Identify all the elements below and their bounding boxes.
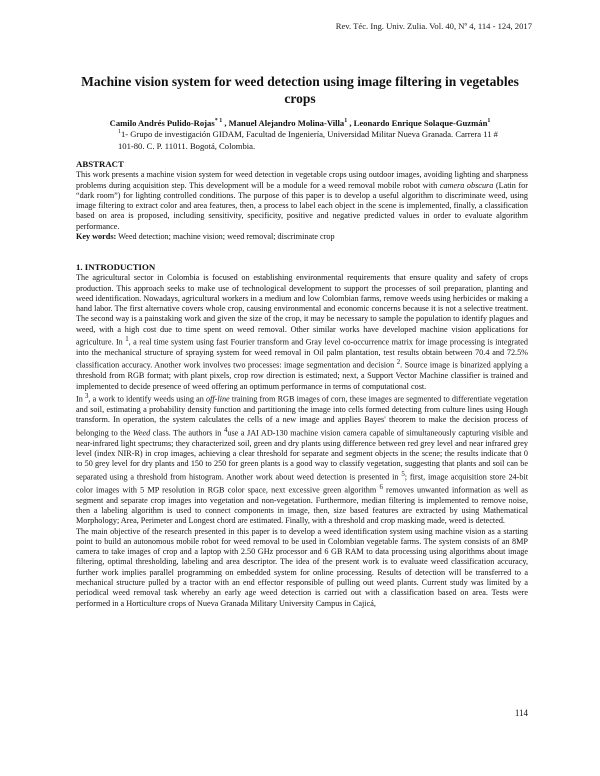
citation-marker: 4 bbox=[223, 426, 228, 434]
author-affiliation-marker: 1 bbox=[487, 118, 491, 125]
paragraph-text: ; first, image acquisition store 24-bit color images with 5 MP resolution in RGB color space, next excessive green algorithm bbox=[76, 472, 529, 495]
abstract-section bbox=[76, 159, 528, 242]
affiliation bbox=[118, 129, 498, 152]
citation-marker: 5 bbox=[401, 470, 405, 478]
paragraph-text: The agricultural sector in Colombia is focused on establishing environmental requirements that ensure quality and safety of crops production. This approach seeks to make use of technological development to support the processes of soil preparation, planting and weed identification. Nowadays, agricultural workers in a medium and low Colombian farms, remove weeds using herbicides or making a hand labor. The first alternative covers whole crop, causing environmental and economic concerns because it is not a selective treatment. The second way is a painstaking work and given the size of the crop, it may be necessary to sample the population to identify plagues and weed, with a high cost due to time spent on weed removal. Other similar works have developed machine vision applications for agriculture. In bbox=[76, 273, 528, 347]
paragraph-text: , a real time system using fast Fourier transform and Gray level co-occurrence matrix for image processing is integrated into the mechanical structure of spraying system for weed removal in Oil palm plantation, test results obtain between 70.4 and 72.5% classification accuracy. Another work involves two processes: image segmentation and decision bbox=[76, 337, 528, 371]
paragraph-text: removes unwanted information as well as segment and separate crop images into vegetation and non-vegetation. Furthermore, median filtering is implemented to remove noise, then a labeling algorithm is used to connect components in image, then, size based features are extracted by using Mathematical Morphology; Area, Perimeter and Longest chord are estimated. Finally, with a threshold and crop masking made, weed is detected. bbox=[76, 485, 528, 526]
author-name: Camilo Andrés Pulido-Rojas bbox=[109, 118, 215, 128]
abstract-text-part: This work presents a machine vision system for weed detection in vegetable crops using outdoor images, avoiding lighting and sharpness problems during acquisition step. This development will be a module for a weed removal mobile robot with bbox=[76, 170, 528, 190]
author-separator: , bbox=[347, 118, 354, 128]
emphasis-text: off-line bbox=[206, 394, 230, 404]
emphasis-text: Weed bbox=[132, 428, 151, 438]
citation-marker: 2 bbox=[396, 359, 401, 367]
introduction-section bbox=[76, 262, 528, 609]
paragraph-text: training from RGB images of corn, these images are segmented to differentiate vegetation and soil, estimating a probability density function and partitioning the image into cells formed detecting from culture lines using Hough transform. In operation, the system calculates the cells of a new image and applies Bayes' theorem to make the decision process of belonging to the bbox=[76, 394, 529, 438]
affiliation-text: 1- Grupo de investigación GIDAM, Facultad de Ingeniería, Universidad Militar Nueva Granada. Carrera 11 # 101-80. C. P. 11011. Bogotá, Colombia. bbox=[118, 129, 498, 151]
citation-marker: 1 bbox=[125, 336, 129, 344]
paragraph-text: class. The authors in bbox=[150, 428, 224, 438]
journal-reference: Rev. Téc. Ing. Univ. Zulia. Vol. 40, Nº 4, 114 - 124, 2017 bbox=[335, 21, 532, 31]
author-name: Leonardo Enrique Solaque-Guzmán bbox=[353, 118, 488, 128]
paragraph-text: . Source image is binarized applying a threshold from RGB format; with plant pixels, crop row direction is estimated; next, a Support Vector Machine classifier is trained and implemented to decide presence of weed offering an optimum performance in terms of computational cost. bbox=[76, 361, 528, 391]
intro-paragraph-1 bbox=[76, 273, 528, 392]
intro-paragraph-3: The main objective of the research presented in this paper is to develop a weed identification system using machine vision as a starting point to build an autonomous mobile robot for weed removal to be used in Colombian vegetable farms. The system consists of an 8MP camera to take images of crop and a laptop with 2.50 GHz processor and 6 GB RAM to data processing using algorithms about image filtering, optimal thresholding, labeling and area descriptor. The idea of the present work is to evaluate weed classification accuracy, further work implies parallel programming on embedded system for online processing. Results of detection will be transferred to a mechanical structure pulled by a tractor with an end effector responsible of pulling out weed plants. Current study was limited by a periodical weed removal task whereby an early age weed detection is carried out with a classification based on area. Tests were performed in a Horticulture crops of Nueva Granada Military University Campus in Cajicá, bbox=[76, 526, 528, 608]
author-separator: , bbox=[222, 118, 229, 128]
paragraph-text: , a work to identify weeds using an bbox=[88, 394, 207, 404]
citation-marker: 6 bbox=[379, 483, 383, 491]
intro-paragraph-2 bbox=[76, 392, 528, 527]
affiliation-marker: 1 bbox=[118, 129, 121, 136]
abstract-heading: ABSTRACT bbox=[76, 159, 124, 169]
author-affiliation-marker: * 1 bbox=[214, 118, 223, 125]
paper-title: Machine vision system for weed detection using image filtering in vegetables crops bbox=[81, 74, 519, 106]
author-name: Manuel Alejandro Molina-Villa bbox=[228, 118, 345, 128]
paragraph-text: In bbox=[76, 394, 85, 404]
abstract-emphasis: camera obscura bbox=[439, 180, 494, 190]
introduction-heading: 1. INTRODUCTION bbox=[76, 262, 156, 272]
author-list bbox=[72, 118, 528, 129]
paragraph-text: use a JAI AD-130 machine vision camera capable of simultaneously capturing visible and near-infrared light spectrums; they characterized soil, green and dry plants using difference between red grey level and near infrared grey level (index NIR-R) in crop images, achieving a clear threshold for separate and segment objects in the scene; the results indicate that 0 to 50 grey level for dry plants and 150 to 250 for green plants is a good way to classify vegetation, suggesting that plants and soil can be separated using a threshold from histogram. Another work about weed detection is presented in bbox=[76, 428, 529, 482]
keywords-text: Weed detection; machine vision; weed removal; discriminate crop bbox=[116, 232, 335, 242]
citation-marker: 3 bbox=[85, 393, 89, 401]
author-affiliation-marker: 1 bbox=[344, 118, 348, 125]
keywords-label: Key words: bbox=[76, 232, 117, 242]
keywords-line bbox=[76, 232, 528, 242]
abstract-text-part: (Latin for “dark room”) for lighting controlled conditions. The purpose of this paper is to develop a useful algorithm to discriminate weed, using image filtering to extract color and area features, then, a process to label each object in the scene is implemented, finally, a classification based on area is proposed, including sensitivity, specificity, positive and negative predicted values in order to evaluate algorithm performance. bbox=[76, 180, 528, 231]
abstract-text bbox=[76, 170, 528, 232]
page-number: 114 bbox=[514, 708, 528, 718]
